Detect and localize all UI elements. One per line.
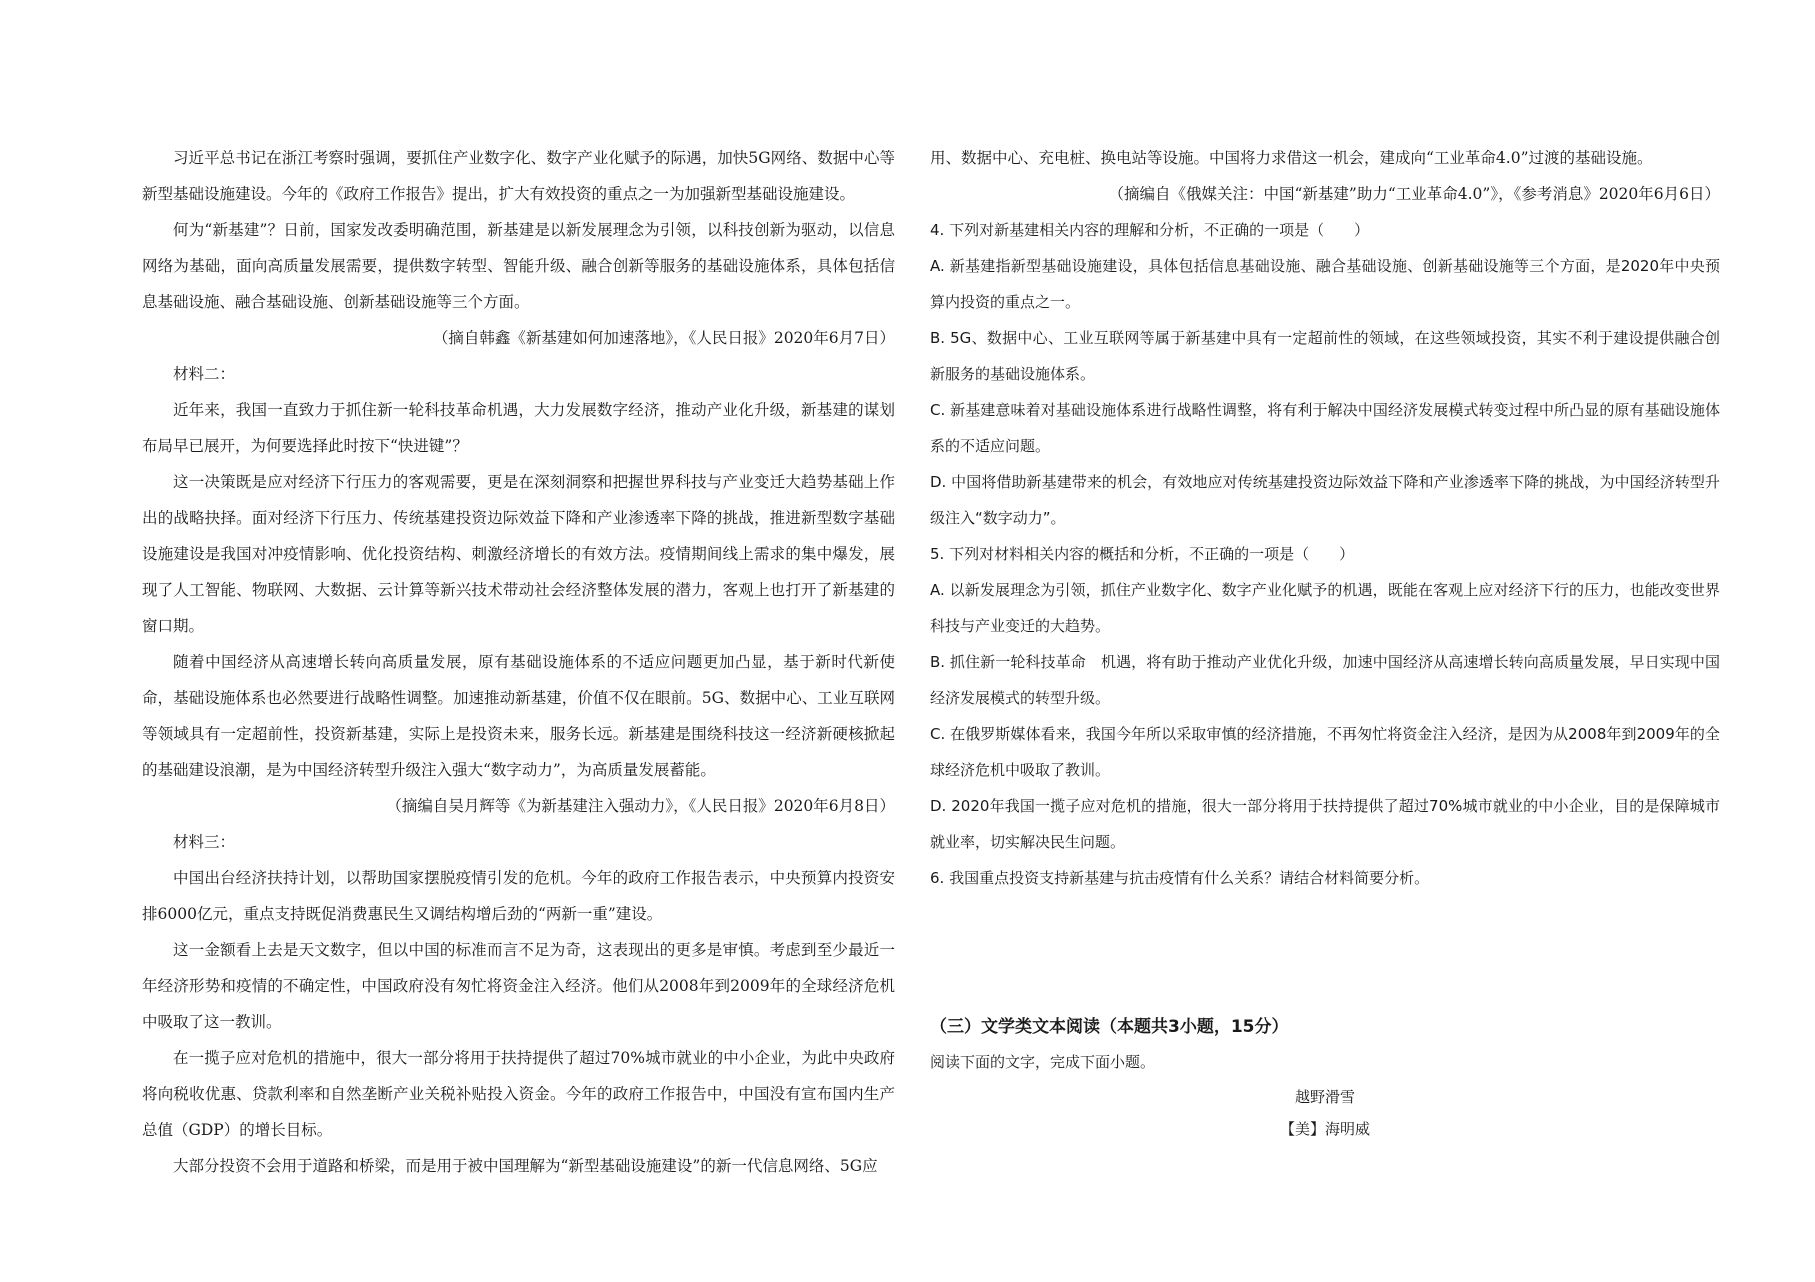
left-column-paragraph: 在一揽子应对危机的措施中，很大一部分将用于扶持提供了超过70%城市就业的中小企业，为此中央政府将向税收优惠、贷款利率和自然垄断产业关税补贴投入资金。今年的政府工作报告中，中国没有宣布国内生产总值（GDP）的增长目标。 [142,1049,895,1139]
left-column [142,140,895,1184]
left-column-paragraph: 这一金额看上去是天文数字，但以中国的标准而言不足为奇，这表现出的更多是审慎。考虑到至少最近一年经济形势和疫情的不确定性，中国政府没有匆忙将资金注入经济。他们从2008年到2009年的全球经济危机中吸取了这一教训。 [142,941,895,1031]
right-column-paragraph: 用、数据中心、充电桩、换电站等设施。中国将力求借这一机会，建成向“工业革命4.0”过渡的基础设施。 [930,149,1653,167]
story-title: 越野滑雪 [1294,1088,1355,1106]
right-column-paragraph: 4. 下列对新基建相关内容的理解和分析，不正确的一项是（ ） [930,221,1370,239]
left-column-paragraph: 材料二： [173,365,236,383]
left-column-paragraph: （摘编自吴月辉等《为新基建注入强动力》，《人民日报》2020年6月8日） [386,797,895,815]
left-column-paragraph: 中国出台经济扶持计划，以帮助国家摆脱疫情引发的危机。今年的政府工作报告表示，中央预算内投资安排6000亿元，重点支持既促消费惠民生又调结构增后劲的“两新一重”建设。 [142,869,895,923]
section-heading: （三）文学类文本阅读（本题共3小题，15分） [930,1017,1289,1037]
right-column-paragraph: D. 中国将借助新基建带来的机会，有效地应对传统基建投资边际效益下降和产业渗透率下降的挑战，为中国经济转型升级注入“数字动力”。 [930,473,1720,527]
right-column-paragraph: C. 新基建意味着对基础设施体系进行战略性调整，将有利于解决中国经济发展模式转变过程中所凸显的原有基础设施体系的不适应问题。 [930,401,1720,455]
right-column-paragraph: （摘编自《俄媒关注：中国“新基建”助力“工业革命4.0”》，《参考消息》2020年6月6日） [1108,185,1720,203]
right-column-paragraph: B. 5G、数据中心、工业互联网等属于新基建中具有一定超前性的领域，在这些领域投资，其实不利于建设提供融合创新服务的基础设施体系。 [930,329,1720,383]
left-column-paragraph: 材料三： [173,833,236,851]
left-column-paragraph: 大部分投资不会用于道路和桥梁，而是用于被中国理解为“新型基础设施建设”的新一代信息网络、5G应 [173,1157,878,1175]
left-column-paragraph: 习近平总书记在浙江考察时强调，要抓住产业数字化、数字产业化赋予的际遇，加快5G网络、数据中心等新型基础设施建设。今年的《政府工作报告》提出，扩大有效投资的重点之一为加强新型基础设施建设。 [142,149,895,203]
right-column-paragraph: A. 以新发展理念为引领，抓住产业数字化、数字产业化赋予的机遇，既能在客观上应对经济下行的压力，也能改变世界科技与产业变迁的大趋势。 [930,581,1720,635]
right-column [930,140,1720,896]
left-column-paragraph: 何为“新基建”？日前，国家发改委明确范围，新基建是以新发展理念为引领，以科技创新为驱动，以信息网络为基础，面向高质量发展需要，提供数字转型、智能升级、融合创新等服务的基础设施体系，具体包括信息基础设施、融合基础设施、创新基础设施等三个方面。 [142,221,895,311]
left-column-paragraph: 近年来，我国一直致力于抓住新一轮科技革命机遇，大力发展数字经济，推动产业化升级，新基建的谋划布局早已展开，为何要选择此时按下“快进键”？ [142,401,895,455]
story-author: 【美】海明威 [1279,1120,1370,1138]
left-column-paragraph: 随着中国经济从高速增长转向高质量发展，原有基础设施体系的不适应问题更加凸显，基于新时代新使命，基础设施体系也必然要进行战略性调整。加速推动新基建，价值不仅在眼前。5G、数据中心、工业互联网等领域具有一定超前性，投资新基建，实际上是投资未来，服务长远。新基建是围绕科技这一经济新硬核掀起的基础建设浪潮，是为中国经济转型升级注入强大“数字动力”，为高质量发展蓄能。 [142,653,895,779]
right-column-paragraph: A. 新基建指新型基础设施建设，具体包括信息基础设施、融合基础设施、创新基础设施等三个方面，是2020年中央预算内投资的重点之一。 [930,257,1720,311]
right-column-paragraph: D. 2020年我国一揽子应对危机的措施，很大一部分将用于扶持提供了超过70%城市就业的中小企业，目的是保障城市就业率，切实解决民生问题。 [930,797,1720,851]
right-column-paragraph: 5. 下列对材料相关内容的概括和分析，不正确的一项是（ ） [930,545,1355,563]
right-column-paragraph: 6. 我国重点投资支持新基建与抗击疫情有什么关系？请结合材料简要分析。 [930,869,1430,887]
right-column-paragraph: B. 抓住新一轮科技革命 机遇，将有助于推动产业优化升级，加速中国经济从高速增长转向高质量发展，早日实现中国经济发展模式的转型升级。 [930,653,1720,707]
right-column-paragraph: C. 在俄罗斯媒体看来，我国今年所以采取审慎的经济措施，不再匆忙将资金注入经济，是因为从2008年到2009年的全球经济危机中吸取了教训。 [930,725,1720,779]
section-intro: 阅读下面的文字，完成下面小题。 [930,1053,1156,1071]
left-column-paragraph: （摘自韩鑫《新基建如何加速落地》，《人民日报》2020年6月7日） [432,329,895,347]
left-column-paragraph: 这一决策既是应对经济下行压力的客观需要，更是在深刻洞察和把握世界科技与产业变迁大趋势基础上作出的战略抉择。面对经济下行压力、传统基建投资边际效益下降和产业渗透率下降的挑战，推进新型数字基础设施建设是我国对冲疫情影响、优化投资结构、刺激经济增长的有效方法。疫情期间线上需求的集中爆发，展现了人工智能、物联网、大数据、云计算等新兴技术带动社会经济整体发展的潜力，客观上也打开了新基建的窗口期。 [142,473,895,635]
